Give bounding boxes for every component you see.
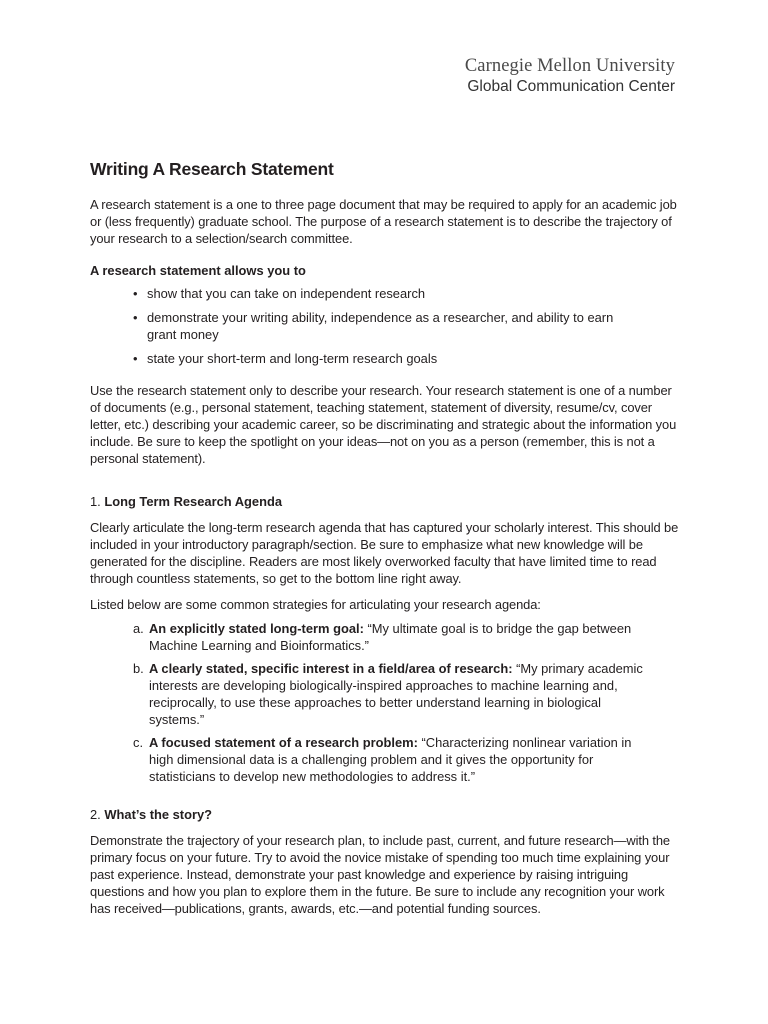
section-1-heading — [90, 493, 680, 510]
section-2-heading — [90, 806, 680, 823]
item-text: “My ultimate goal is to bridge the gap between Machine Learning and Bioinformatics.” — [149, 621, 632, 653]
section-title: What’s the story? — [104, 807, 213, 822]
list-item: • show that you can take on independent research — [132, 285, 637, 302]
allows-list — [132, 285, 637, 367]
list-item — [133, 620, 648, 654]
item-lead: An explicitly stated long-term goal: — [149, 621, 364, 636]
list-item — [133, 660, 648, 728]
item-letter: b. — [133, 661, 144, 676]
strategies-intro: Listed below are some common strategies for articulating your research agenda: — [90, 597, 541, 612]
usage-paragraph: Use the research statement only to describe your research. Your research statement is one of a number of documents (e.g., personal statement, teaching statement, statement of diversity, resume/cv, cover letter, etc.) describing your academic career, so be discriminating and strategic about the information you include. Be sure to keep the spotlight on your ideas—not on you as a person (remember, this is not a personal statement). — [90, 383, 677, 466]
item-lead: A focused statement of a research problem: — [149, 735, 418, 750]
section-number: 1. — [90, 494, 101, 509]
item-lead: A clearly stated, specific interest in a field/area of research: — [149, 661, 513, 676]
center-name: Global Communication Center — [467, 78, 675, 95]
university-name: Carnegie Mellon University — [464, 56, 675, 76]
section-number: 2. — [90, 807, 101, 822]
list-item — [133, 734, 648, 785]
list-item: • state your short-term and long-term research goals — [132, 350, 637, 367]
section-1-body: Clearly articulate the long-term research agenda that has captured your scholarly interest. This should be included in your introductory paragraph/section. Be sure to emphasize what new knowledge will be generated for the discipline. Readers are most likely overworked faculty that have limited time to read through countless statements, so get to the bottom line right away. — [90, 520, 679, 586]
institution-header — [465, 56, 675, 97]
document-title: Writing A Research Statement — [90, 159, 334, 179]
item-letter: c. — [133, 735, 144, 750]
intro-paragraph: A research statement is a one to three page document that may be required to apply for an academic job or (less frequently) graduate school. The purpose of a research statement is to describe the trajectory of your research to a selection/search committee. — [90, 197, 677, 246]
allows-heading: A research statement allows you to — [90, 263, 306, 278]
document-body — [90, 158, 680, 917]
item-letter: a. — [133, 621, 144, 636]
strategies-list — [133, 620, 648, 785]
list-item: • demonstrate your writing ability, independence as a researcher, and ability to earn grant money — [132, 309, 637, 343]
section-title: Long Term Research Agenda — [104, 494, 283, 509]
item-text: “My primary academic interests are developing biologically-inspired approaches to machine learning and, reciprocally, to use these approaches to better understand learning in biological systems.” — [149, 661, 643, 727]
item-text: “Characterizing nonlinear variation in high dimensional data is a challenging problem and it gives the opportunity for statisticians to develop new methodologies to address it.” — [149, 735, 632, 784]
section-2-body: Demonstrate the trajectory of your research plan, to include past, current, and future research—with the primary focus on your future. Try to avoid the novice mistake of spending too much time explaining your past experience. Instead, demonstrate your past knowledge and experience by raising intriguing questions and how you plan to explore them in the future. Be sure to include any recognition your work has received—publications, grants, awards, etc.—and potential funding sources. — [90, 833, 671, 916]
